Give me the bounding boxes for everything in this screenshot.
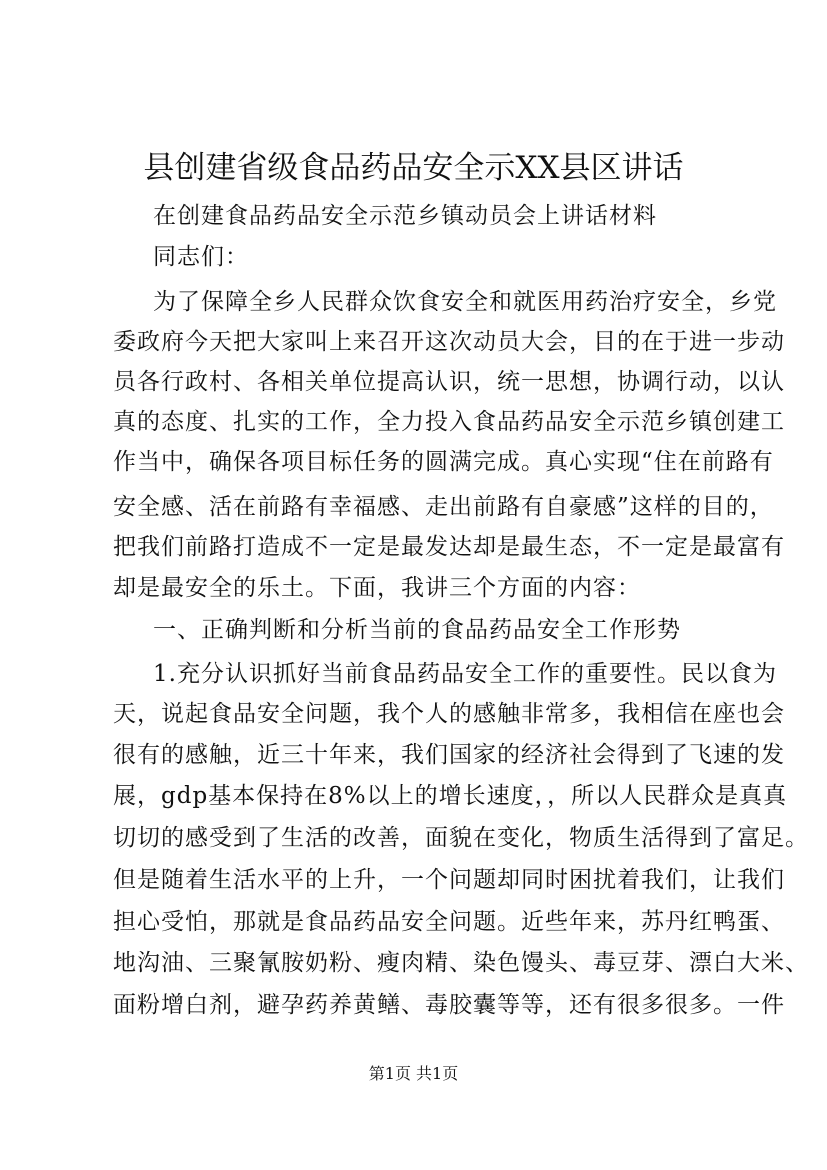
paragraph-line: 员各行政村、各相关单位提高认识，统一思想，协调行动，以认: [113, 369, 785, 395]
paragraph-line: 展，gdp基本保持在8%以上的增长速度，，所以人民群众是真真: [113, 783, 788, 809]
paragraph-line: 安全感、活在前路有幸福感、走出前路有自豪感”这样的目的，: [113, 494, 774, 520]
paragraph-line: 却是最安全的乐土。下面，我讲三个方面的内容：: [113, 575, 641, 601]
paragraph-line: 担心受怕，那就是食品药品安全问题。近些年来，苏丹红鸭蛋、: [113, 909, 785, 935]
paragraph-line: 天，说起食品安全问题，我个人的感触非常多，我相信在座也会: [113, 701, 785, 727]
page-footer: 第1页 共1页: [368, 1064, 459, 1083]
paragraph-line: 为了保障全乡人民群众饮食安全和就医用药治疗安全，乡党: [153, 289, 777, 315]
paragraph-line: 1.充分认识抓好当前食品药品安全工作的重要性。民以食为: [153, 661, 777, 687]
paragraph-line: 面粉增白剂，避孕药养黄鳝、毒胶囊等等，还有很多很多。一件: [113, 992, 785, 1018]
document-subtitle: 在创建食品药品安全示范乡镇动员会上讲话材料: [153, 203, 657, 229]
paragraph-line: 地沟油、三聚氰胺奶粉、瘦肉精、染色馒头、毒豆芽、漂白大米、: [113, 950, 809, 976]
paragraph-line: 切切的感受到了生活的改善，面貌在变化，物质生活得到了富足。: [113, 825, 809, 851]
paragraph-line: 但是随着生活水平的上升，一个问题却同时困扰着我们，让我们: [113, 867, 785, 893]
salutation: 同志们：: [153, 244, 249, 270]
section-heading: 一、正确判断和分析当前的食品药品安全工作形势: [153, 617, 681, 643]
paragraph-line: 很有的感触，近三十年来，我们国家的经济社会得到了飞速的发: [113, 742, 785, 768]
paragraph-line: 真的态度、扎实的工作，全力投入食品药品安全示范乡镇创建工: [113, 409, 785, 435]
document-title: 县创建省级食品药品安全示XX县区讲话: [143, 150, 684, 186]
paragraph-line: 把我们前路打造成不一定是最发达却是最生态，不一定是最富有: [113, 534, 785, 560]
paragraph-line: 委政府今天把大家叫上来召开这次动员大会，目的在于进一步动: [113, 329, 785, 355]
paragraph-line: 作当中，确保各项目标任务的圆满完成。真心实现“住在前路有: [113, 449, 774, 475]
